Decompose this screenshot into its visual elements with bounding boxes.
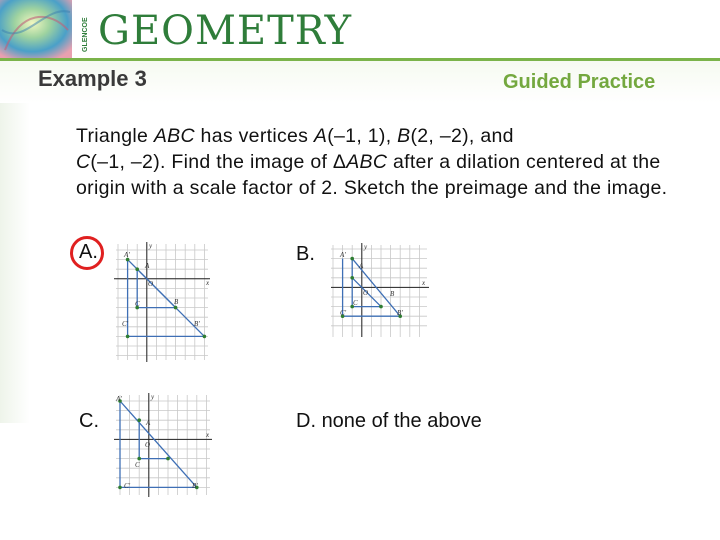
graph-b-label: A xyxy=(359,262,364,270)
choice-d-text: none of the above xyxy=(321,410,482,432)
problem-italic: A xyxy=(313,125,328,147)
geometry-logo-icon xyxy=(0,0,72,58)
choice-b-graph[interactable] xyxy=(329,241,431,339)
graph-a-label: C' xyxy=(122,320,129,328)
graph-b-label: B xyxy=(390,290,395,298)
problem-text: (–1, –2). Find the image of Δ xyxy=(90,151,347,173)
graph-a-label: B xyxy=(174,298,179,306)
publisher-logo xyxy=(77,12,91,52)
graph-c-label: A xyxy=(146,419,151,427)
problem-text: has vertices xyxy=(194,125,314,147)
graph-b-label: B' xyxy=(397,309,403,317)
graph-a-label: x xyxy=(206,279,210,287)
graph-b-label: C' xyxy=(340,309,347,317)
graph-c-svg xyxy=(110,391,216,499)
problem-text: (2, –2), and xyxy=(410,125,514,147)
publisher-text: GLENCOE xyxy=(82,17,89,52)
choice-a-graph[interactable] xyxy=(112,240,222,364)
choice-b-label[interactable]: B. xyxy=(296,243,315,265)
header-bar xyxy=(0,0,720,62)
problem-text: after a dilation centered at the origin with a scale factor of 2. Sketch the preimage and the image. xyxy=(76,151,668,199)
choice-c-label[interactable]: C. xyxy=(79,410,99,432)
problem-statement xyxy=(76,123,706,201)
graph-a-label: y xyxy=(149,242,153,250)
graph-a-label: C xyxy=(135,300,140,308)
problem-italic: C xyxy=(76,151,91,173)
example-label: Example 3 xyxy=(38,66,147,91)
graph-b-svg xyxy=(329,241,431,339)
choice-a-label[interactable]: A. xyxy=(79,241,98,263)
graph-a-label: B' xyxy=(194,320,200,328)
graph-c-label: x xyxy=(206,431,210,439)
problem-text: Triangle xyxy=(76,125,154,147)
graph-b-label: C xyxy=(353,299,358,307)
graph-c-label: C xyxy=(135,461,140,469)
graph-b-label: y xyxy=(364,243,368,251)
graph-a-svg xyxy=(112,240,222,364)
graph-b-label: x xyxy=(422,279,426,287)
problem-italic: B xyxy=(397,125,411,147)
graph-a-label: A xyxy=(145,262,150,270)
graph-c-label: y xyxy=(151,393,155,401)
choice-d[interactable] xyxy=(296,410,482,433)
subject-title: GEOMETRY xyxy=(98,8,353,54)
choice-d-label: D. xyxy=(296,410,316,432)
graph-c-label: B' xyxy=(192,482,198,490)
problem-text: (–1, 1), xyxy=(327,125,398,147)
problem-italic: ABC xyxy=(346,151,388,173)
graph-a-label: O xyxy=(148,280,154,288)
choice-c-graph[interactable] xyxy=(110,391,216,499)
graph-c-label: O xyxy=(145,441,151,449)
graph-c-label: A' xyxy=(116,395,122,403)
graph-a-label: A' xyxy=(124,251,130,259)
left-shade xyxy=(0,103,30,423)
problem-italic: ABC xyxy=(153,125,195,147)
graph-b-label: O xyxy=(363,289,369,297)
graph-c-label: C' xyxy=(124,482,131,490)
graph-b-label: A' xyxy=(340,251,346,259)
guided-practice-label: Guided Practice xyxy=(503,71,656,93)
